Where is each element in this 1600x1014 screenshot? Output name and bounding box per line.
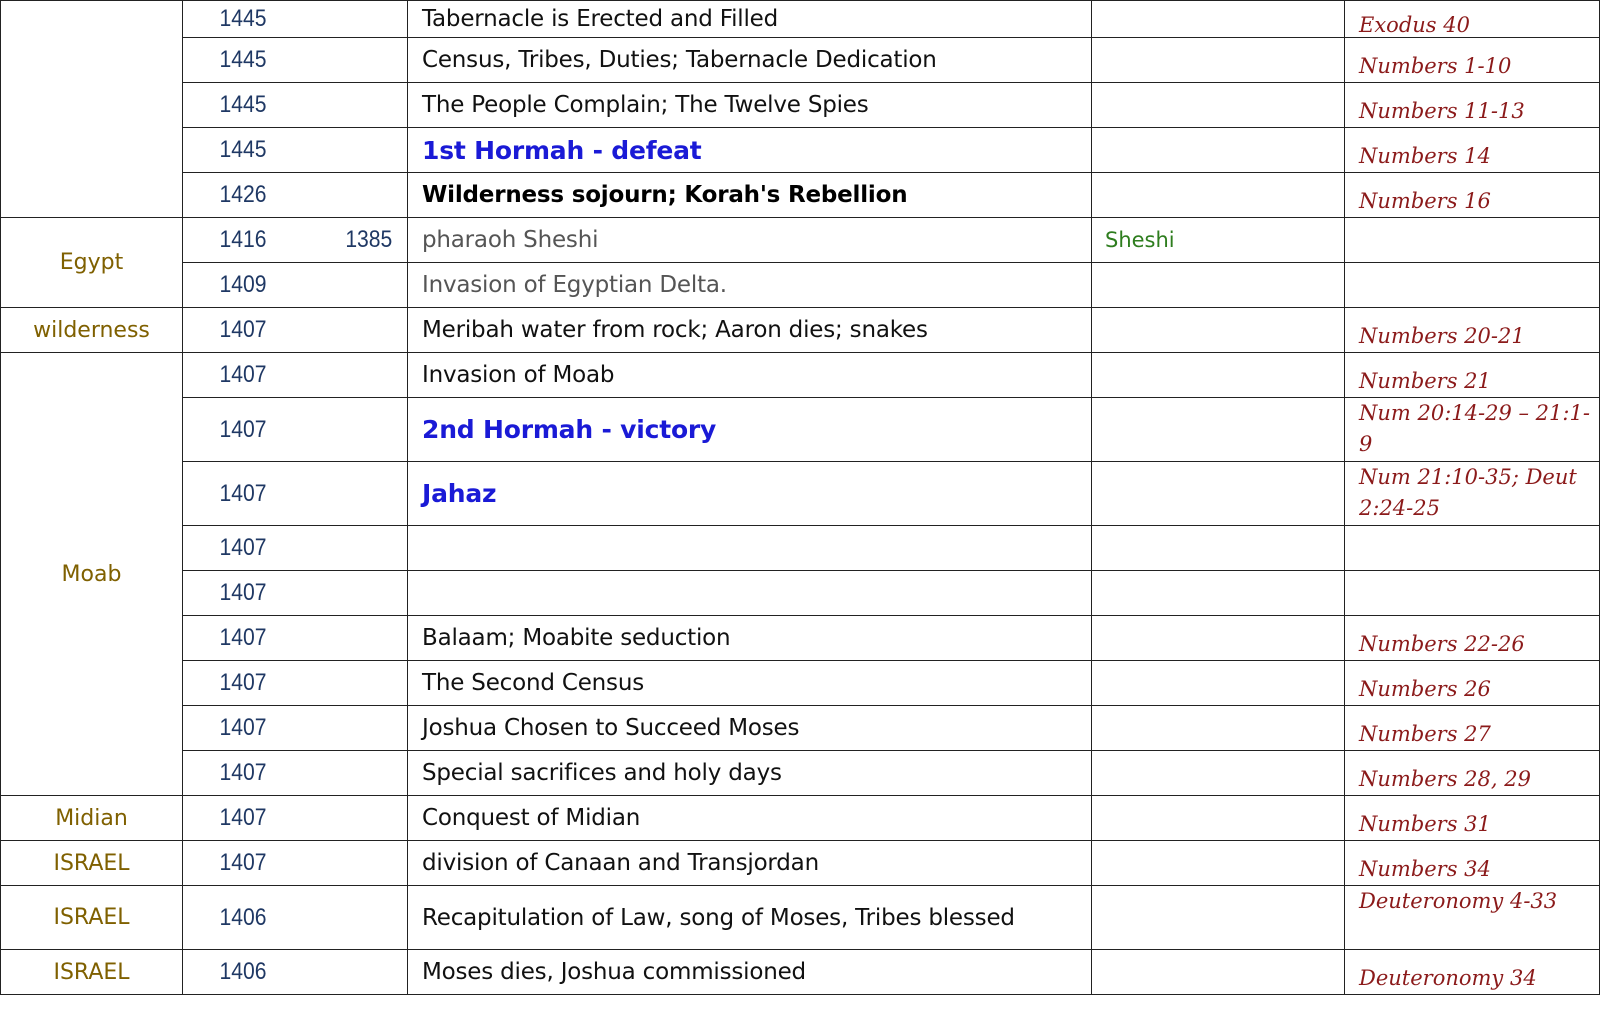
ruler-cell [1092, 706, 1345, 751]
place-cell: ISRAEL [1, 841, 183, 886]
date-start: 1407 [219, 534, 267, 561]
event-cell: The People Complain; The Twelve Spies [408, 83, 1092, 128]
scripture-reference: Num 20:14-29 – 21:1-9 [1359, 401, 1590, 456]
table-row [1, 353, 1600, 398]
date-cell [183, 526, 408, 571]
ruler-cell [1092, 308, 1345, 353]
event-cell: Jahaz [408, 462, 1092, 526]
ruler-cell [1092, 526, 1345, 571]
table-row [1, 308, 1600, 353]
date-cell [183, 841, 408, 886]
event-cell: Wilderness sojourn; Korah's Rebellion [408, 173, 1092, 218]
date-start: 1407 [219, 669, 267, 696]
reference-cell [1345, 462, 1600, 526]
table-row [1, 751, 1600, 796]
event-cell: Special sacrifices and holy days [408, 751, 1092, 796]
ruler-cell [1092, 462, 1345, 526]
date-start: 1407 [219, 361, 267, 388]
scripture-reference: Num 21:10-35; Deut 2:24-25 [1359, 465, 1577, 520]
table-row [1, 263, 1600, 308]
place-cell: Egypt [1, 218, 183, 308]
table-row [1, 571, 1600, 616]
reference-cell [1345, 308, 1600, 353]
table-row [1, 706, 1600, 751]
reference-cell [1345, 526, 1600, 571]
ruler-cell [1092, 83, 1345, 128]
event-cell: Invasion of Moab [408, 353, 1092, 398]
date-cell [183, 218, 408, 263]
reference-cell [1345, 398, 1600, 462]
reference-cell [1345, 706, 1600, 751]
reference-cell [1345, 886, 1600, 950]
event-cell: Tabernacle is Erected and Filled [408, 1, 1092, 38]
date-start: 1407 [219, 759, 267, 786]
date-cell [183, 263, 408, 308]
table-row [1, 218, 1600, 263]
event-cell: Meribah water from rock; Aaron dies; snakes [408, 308, 1092, 353]
ruler-cell [1092, 398, 1345, 462]
event-cell: The Second Census [408, 661, 1092, 706]
date-cell [183, 751, 408, 796]
scripture-reference: Numbers 14 [1359, 143, 1491, 168]
date-end: 1385 [345, 226, 393, 253]
date-start: 1416 [219, 226, 267, 253]
table-row [1, 38, 1600, 83]
ruler-cell [1092, 353, 1345, 398]
date-start: 1409 [219, 271, 267, 298]
table-row [1, 841, 1600, 886]
date-cell [183, 706, 408, 751]
place-cell: Moab [1, 353, 183, 796]
reference-cell [1345, 796, 1600, 841]
ruler-cell [1092, 616, 1345, 661]
date-start: 1407 [219, 479, 267, 507]
date-start: 1407 [219, 804, 267, 831]
scripture-reference: Deuteronomy 4-33 [1359, 889, 1558, 913]
date-start: 1445 [219, 91, 267, 118]
event-cell: Joshua Chosen to Succeed Moses [408, 706, 1092, 751]
place-cell: ISRAEL [1, 950, 183, 995]
event-cell: Balaam; Moabite seduction [408, 616, 1092, 661]
date-cell [183, 1, 408, 38]
event-cell: Moses dies, Joshua commissioned [408, 950, 1092, 995]
ruler-cell [1092, 218, 1345, 263]
date-start: 1445 [219, 136, 267, 163]
reference-cell [1345, 1, 1600, 38]
ruler-cell [1092, 128, 1345, 173]
scripture-reference: Numbers 20-21 [1359, 323, 1525, 348]
table-row [1, 128, 1600, 173]
date-cell [183, 353, 408, 398]
date-cell [183, 83, 408, 128]
event-cell [408, 571, 1092, 616]
reference-cell [1345, 751, 1600, 796]
table-row [1, 398, 1600, 462]
date-cell [183, 571, 408, 616]
ruler-cell [1092, 841, 1345, 886]
date-start: 1407 [219, 579, 267, 606]
ruler-cell [1092, 950, 1345, 995]
date-cell [183, 128, 408, 173]
reference-cell [1345, 218, 1600, 263]
table-row [1, 1, 1600, 38]
table-row [1, 661, 1600, 706]
table-row [1, 526, 1600, 571]
ruler-name: Sheshi [1105, 228, 1175, 252]
scripture-reference: Exodus 40 [1359, 12, 1470, 37]
event-cell: pharaoh Sheshi [408, 218, 1092, 263]
ruler-cell [1092, 886, 1345, 950]
scripture-reference: Numbers 1-10 [1359, 53, 1512, 78]
date-start: 1407 [219, 415, 267, 443]
reference-cell [1345, 38, 1600, 83]
table-row [1, 616, 1600, 661]
scripture-reference: Numbers 28, 29 [1359, 766, 1531, 791]
event-cell: Invasion of Egyptian Delta. [408, 263, 1092, 308]
ruler-cell [1092, 751, 1345, 796]
date-start: 1406 [219, 903, 267, 931]
event-cell [408, 526, 1092, 571]
date-cell [183, 796, 408, 841]
ruler-cell [1092, 661, 1345, 706]
scripture-reference: Numbers 11-13 [1359, 98, 1525, 123]
reference-cell [1345, 173, 1600, 218]
date-cell [183, 661, 408, 706]
date-cell [183, 462, 408, 526]
scripture-reference: Numbers 27 [1359, 721, 1491, 746]
scripture-reference: Deuteronomy 34 [1359, 965, 1537, 990]
date-start: 1407 [219, 316, 267, 343]
reference-cell [1345, 128, 1600, 173]
scripture-reference: Numbers 22-26 [1359, 631, 1525, 656]
ruler-cell [1092, 796, 1345, 841]
date-start: 1445 [219, 46, 267, 73]
place-cell [1, 1, 183, 218]
reference-cell [1345, 616, 1600, 661]
event-cell: 1st Hormah - defeat [408, 128, 1092, 173]
reference-cell [1345, 841, 1600, 886]
scripture-reference: Numbers 34 [1359, 856, 1491, 881]
date-start: 1407 [219, 714, 267, 741]
date-cell [183, 173, 408, 218]
reference-cell [1345, 263, 1600, 308]
table-row [1, 950, 1600, 995]
date-start: 1407 [219, 624, 267, 651]
date-cell [183, 616, 408, 661]
event-cell: 2nd Hormah - victory [408, 398, 1092, 462]
reference-cell [1345, 950, 1600, 995]
ruler-cell [1092, 38, 1345, 83]
ruler-cell [1092, 571, 1345, 616]
event-cell: Recapitulation of Law, song of Moses, Tribes blessed [408, 886, 1092, 950]
table-row [1, 886, 1600, 950]
event-cell: Census, Tribes, Duties; Tabernacle Dedication [408, 38, 1092, 83]
table-row [1, 796, 1600, 841]
ruler-cell [1092, 173, 1345, 218]
event-cell: division of Canaan and Transjordan [408, 841, 1092, 886]
scripture-reference: Numbers 21 [1359, 368, 1491, 393]
date-cell [183, 886, 408, 950]
reference-cell [1345, 83, 1600, 128]
table-row [1, 173, 1600, 218]
scripture-reference: Numbers 16 [1359, 188, 1491, 213]
scripture-reference: Numbers 31 [1359, 811, 1491, 836]
scripture-reference: Numbers 26 [1359, 676, 1491, 701]
date-start: 1407 [219, 849, 267, 876]
ruler-cell [1092, 1, 1345, 38]
reference-cell [1345, 353, 1600, 398]
place-cell: ISRAEL [1, 886, 183, 950]
date-cell [183, 950, 408, 995]
ruler-cell [1092, 263, 1345, 308]
place-cell: Midian [1, 796, 183, 841]
date-cell [183, 398, 408, 462]
date-cell [183, 308, 408, 353]
date-start: 1426 [219, 181, 267, 208]
event-cell: Conquest of Midian [408, 796, 1092, 841]
place-cell: wilderness [1, 308, 183, 353]
reference-cell [1345, 661, 1600, 706]
table-row [1, 462, 1600, 526]
table-row [1, 83, 1600, 128]
reference-cell [1345, 571, 1600, 616]
date-start: 1406 [219, 958, 267, 985]
date-cell [183, 38, 408, 83]
date-start: 1445 [219, 5, 267, 32]
